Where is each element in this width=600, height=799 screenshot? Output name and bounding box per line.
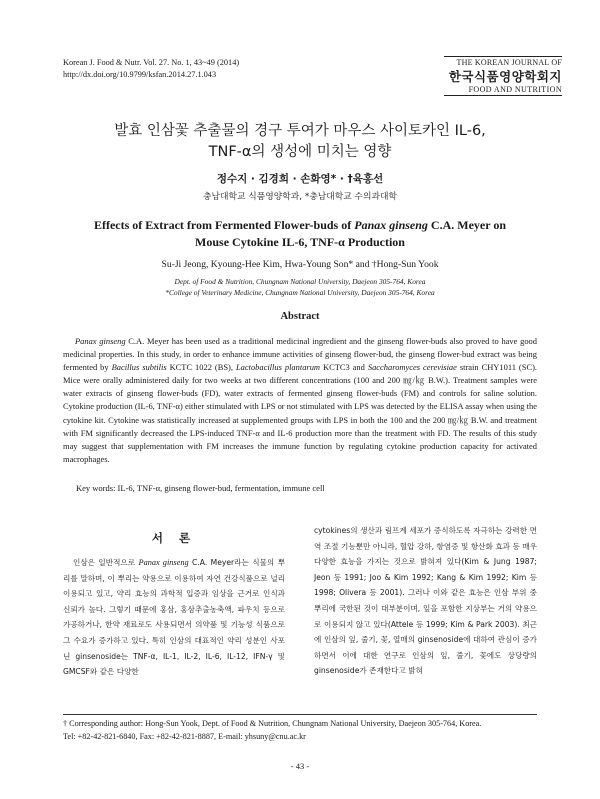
intro-right-column — [314, 523, 537, 679]
masthead-rule-top — [444, 56, 562, 57]
affiliation-1: Dept. of Food & Nutrition, Chungnam National University, Daejeon 305-764, Korea — [174, 277, 426, 286]
english-title-line-2: Mouse Cytokine IL-6, TNF-α Production — [195, 235, 405, 249]
abstract-text-bs: KCTC 1022 (BS), — [166, 362, 236, 373]
korean-affiliation: 충남대학교 식품영양학과, *충남대학교 수의과대학 — [202, 192, 398, 202]
journal-masthead — [444, 55, 562, 97]
abstract-species-lp: Lactobacillus plantarum — [235, 362, 321, 373]
journal-name-en-bottom: FOOD AND NUTRITION — [468, 85, 562, 94]
english-title — [40, 217, 560, 251]
intro-paragraph-continued: cytokines의 생산과 림프계 세포가 증식하도록 자극하는 강력한 면역 조절 기능뿐만 아니라, 혈압 강하, 항염증 및 항산화 효과 등 매우 다양한 효능을 가지는 것으로 밝혀져 있다(Kim & Jung 1987; Jeon 등 1991; Joo & Kim 1992; Kang & Kim 1992; Kim 등 1998; Olivera 등 2001). 그러나 이와 같은 효능은 인삼 부위 중 뿌리에 국한된 것이 대부분이며, 잎을 포함한 지상부는 거의 약용으로 이용되지 않고 있다(Attele 등 1999; Kim & Park 2003). 최근에 인삼의 잎, 줄기, 꽃, 열매의 ginsenoside에 대하여 관심이 증가하면서 이에 대한 연구로 인삼의 잎, 줄기, 꽃에도 상당량의 ginsenoside가 존재한다고 밝혀 — [314, 526, 537, 676]
english-title-line-1 — [40, 217, 560, 234]
corresponding-author-footnote — [63, 717, 537, 743]
page-number: - 43 - — [290, 761, 310, 771]
journal-name-en-top: THE KOREAN JOURNAL OF — [456, 58, 562, 67]
doi-link[interactable]: http://dx.doi.org/10.9799/ksfan.2014.27.1.043 — [63, 69, 217, 79]
journal-name-ko: 한국식품영양학회지 — [448, 69, 562, 84]
citation-line: Korean J. Food & Nutr. Vol. 27. No. 1, 43~49 (2014) — [63, 58, 240, 67]
masthead-rule-bottom — [444, 95, 562, 96]
english-title-pre: Effects of Extract from Fermented Flower-buds of — [93, 218, 355, 232]
intro-text-a: 인삼은 일반적으로 — [73, 558, 139, 567]
journal-citation — [63, 57, 239, 80]
footnote-line-2: Tel: +82-42-821-6840, Fax: +82-42-821-8887, E-mail: yhsuny@cnu.ac.kr — [63, 732, 306, 741]
korean-title-line-1: 발효 인삼꽃 추출물의 경구 투여가 마우스 사이토카인 IL-6, — [114, 123, 486, 139]
korean-title-line-2: TNF-α의 생성에 미치는 영향 — [208, 144, 392, 160]
keywords: Key words: IL-6, TNF-α, ginseng flower-bud, fermentation, immune cell — [76, 483, 325, 493]
abstract-species-1: Panax ginseng — [75, 336, 126, 346]
footnote-rule — [63, 714, 537, 715]
abstract-text-lp: KCTC3 and — [320, 362, 368, 373]
korean-title — [40, 121, 560, 163]
abstract-species-bs: Bacillus subtilis — [111, 362, 167, 373]
footnote-line-1: † Corresponding author: Hong-Sun Yook, Dept. of Food & Nutrition, Chungnam National University, Daejeon 305-764, Korea. — [63, 719, 482, 728]
abstract-body — [63, 335, 537, 466]
english-title-post: C.A. Meyer on — [427, 218, 507, 232]
abstract-heading: Abstract — [280, 311, 320, 322]
english-authors: Su-Ji Jeong, Kyoung-Hee Kim, Hwa-Young Son* and †Hong-Sun Yook — [161, 259, 439, 270]
korean-authors: 정수지 · 김경희 · 손화영* · †육홍선 — [216, 173, 384, 185]
abstract-text-rest: strain CHY1011 (SC). Mice were orally administered daily for two weeks at two different concentrations (100 and 200 ㎎/㎏ B.W.). Treatment samples were water extracts of ginseng flower-buds (FD), water extracts of fermented ginseng flower-buds (FM) and controls for saline solution. Cytokine production (IL-6, TNF-α) either stimulated with LPS or not stimulated with LPS was detected by the ELISA assay when using the cytokine kit. Cytokine was statistically increased at supplemented groups with LPS in both the 100 and the 200 ㎎/㎏ B.W. and treatment with FM significantly decreased the LPS-induced TNF-α and IL-6 production more than the treatment with FD. The results of this study may suggest that supplementation with FM increases the immune function by regulating cytokine production capacity for activated macrophages. — [63, 362, 537, 464]
abstract-paragraph — [63, 335, 537, 466]
affiliation-2: *College of Veterinary Medicine, Chungnam National University, Daejeon 305-764, Korea — [165, 288, 435, 297]
abstract-species-sc: Saccharomyces cerevisiae — [367, 362, 457, 373]
intro-left-column — [63, 555, 285, 680]
intro-species: Panax ginseng — [138, 558, 189, 567]
english-title-species: Panax ginseng — [354, 218, 428, 232]
intro-paragraph-1 — [63, 555, 285, 680]
abstract-text-1: C.A. Meyer has been used as a traditional medicinal ingredient and the ginseng flower-buds also proved to have good medicinal properties. In this study, in order to enhance immune activities of ginseng flower-bud, the ginseng flower-bud extract was being fermented by — [63, 336, 537, 373]
intro-text-b: C.A. Meyer라는 식물의 뿌리를 말하며, 이 뿌리는 약용으로 이용하여 자연 건강식품으로 널리 이용되고 있고, 약리 효능의 과학적 입증과 임상을 근거로 인식과 신뢰가 높다. 그렇기 때문에 홍삼, 홍삼추출농축액, 파우치 등으로 가공하거나, 한약 재료로도 사용되면서 의약품 및 기능성 식품으로 그 수요가 증가하고 있다. 특히 인삼의 대표적인 약리 성분인 사포닌 ginsenoside는 TNF-α, IL-1, IL-2, IL-6, IL-12, IFN-γ 및 GMCSF와 같은 다양한 — [63, 558, 286, 677]
english-affiliations — [40, 276, 560, 298]
section-title-introduction: 서 론 — [151, 531, 197, 545]
